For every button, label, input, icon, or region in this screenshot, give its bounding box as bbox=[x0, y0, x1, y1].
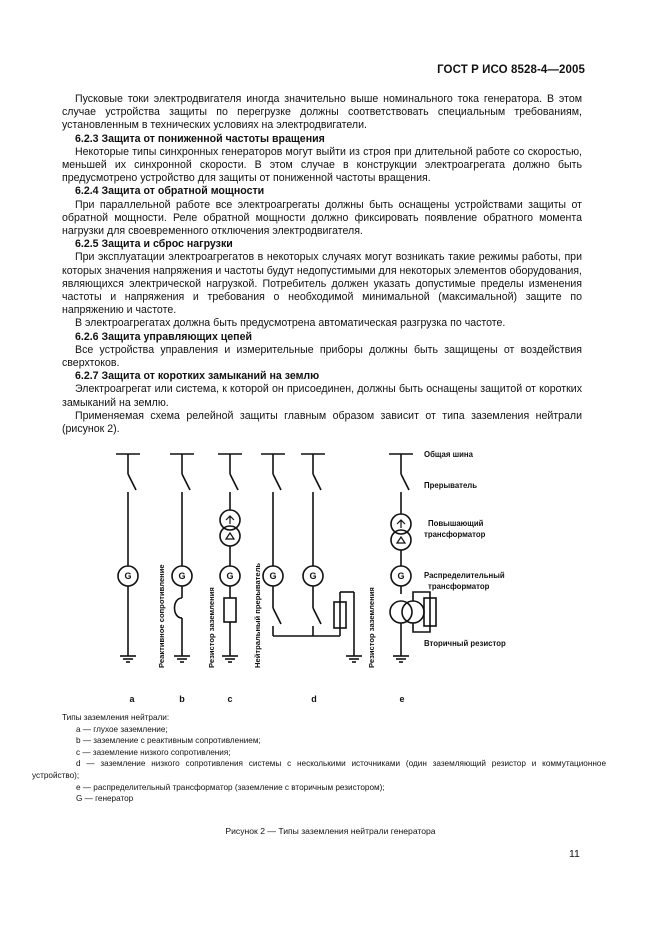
paragraph: При параллельной работе все электроагрегаты должны быть оснащены устройствами защиты от обратной мощности. Реле обратной мощности должно фиксировать появление обратного момента нагрузки для своевременного отключения электродвигателя. bbox=[62, 198, 582, 238]
label-reactance: Реактивное сопротивление bbox=[157, 564, 166, 668]
paragraph: В электроагрегатах должна быть предусмотрена автоматическая разгрузка по частоте. bbox=[75, 317, 506, 330]
ground-icon bbox=[222, 656, 238, 662]
label-secondary-resistor: Вторичный резистор bbox=[424, 639, 506, 648]
generator-symbol: G bbox=[397, 571, 405, 581]
generator-labels bbox=[124, 571, 404, 581]
column-b-reactance-grounding bbox=[172, 454, 192, 662]
body-text bbox=[62, 93, 582, 436]
column-letter: e bbox=[399, 694, 405, 704]
paragraph: Электроагрегат или система, к которой он присоединен, должны быть оснащены защитой от коротких замыканий на землю. bbox=[62, 383, 582, 409]
legend-item: a — глухое заземление; bbox=[76, 724, 168, 734]
label-resistor-d: Резистор заземления bbox=[367, 587, 376, 668]
ground-icon bbox=[174, 656, 190, 662]
transformer-secondary-icon bbox=[402, 601, 424, 623]
legend-item: G — генератор bbox=[76, 794, 134, 804]
paragraph: Применяемая схема релейной защиты главным образом зависит от типа заземления нейтрали (рисунок 2). bbox=[62, 409, 582, 436]
vertical-labels bbox=[157, 563, 376, 668]
legend-item: b — заземление с реактивным сопротивлением; bbox=[76, 736, 261, 746]
paragraph: Все устройства управления и измерительные приборы должны быть защищены от воздействия сверхтоков. bbox=[62, 343, 582, 370]
column-a-solid-grounding bbox=[118, 454, 138, 662]
column-letter: b bbox=[179, 694, 185, 704]
section-heading: 6.2.7 Защита от коротких замыканий на землю bbox=[75, 370, 320, 383]
label-dist-1: Распределительный bbox=[424, 571, 505, 580]
paragraph: Пусковые токи электродвигателя иногда значительно выше номинального тока генератора. В этом случае устройства защиты по перегрузке должны соответствовать специальным требованиям, установленным в технических условиях на электродвигатели. bbox=[62, 93, 582, 132]
resistor-icon bbox=[224, 598, 236, 622]
reactor-icon bbox=[175, 598, 183, 618]
label-dist-2: трансформатор bbox=[428, 582, 490, 591]
transformer-primary-icon bbox=[390, 601, 412, 623]
generator-symbol: G bbox=[124, 571, 132, 581]
figure-caption: Рисунок 2 — Типы заземления нейтрали генератора bbox=[225, 826, 436, 836]
column-d-multi-source-grounding bbox=[263, 454, 362, 662]
paragraph: Некоторые типы синхронных генераторов могут выйти из строя при длительной работе со скоростью, меньшей их синхронной скорости. В этом случае в конструкции электроагрегата должно быть предусмотрено устройство для защиты от пониженной частоты вращения. bbox=[62, 145, 582, 185]
ground-icon bbox=[120, 656, 136, 662]
generator-symbol: G bbox=[309, 571, 317, 581]
page-number: 11 bbox=[569, 848, 580, 860]
label-resistor-c: Резистор заземления bbox=[207, 587, 216, 668]
generator-symbol: G bbox=[178, 571, 186, 581]
legend-item: c — заземление низкого сопротивления; bbox=[76, 747, 231, 757]
ground-icon bbox=[346, 656, 362, 662]
grounding-scheme-figure bbox=[0, 440, 661, 710]
section-heading: 6.2.3 Защита от пониженной частоты вращения bbox=[75, 132, 325, 145]
label-stepup-2: трансформатор bbox=[424, 530, 486, 539]
ground-icon bbox=[393, 656, 409, 662]
legend-item: e — распределительный трансформатор (заземление с вторичным резистором); bbox=[76, 782, 385, 792]
section-heading: 6.2.4 Защита от обратной мощности bbox=[75, 185, 265, 198]
winding-glyphs bbox=[226, 516, 405, 543]
column-letter: c bbox=[227, 694, 233, 704]
generator-symbol: G bbox=[226, 571, 234, 581]
document-header: ГОСТ Р ИСО 8528-4—2005 bbox=[437, 64, 585, 76]
column-letter: a bbox=[129, 694, 135, 704]
generator-symbol: G bbox=[269, 571, 277, 581]
label-neutral-breaker: Нейтральный прерыватель bbox=[253, 562, 262, 668]
legend-title: Типы заземления нейтрали: bbox=[62, 713, 170, 722]
column-letter: d bbox=[311, 694, 317, 704]
column-c-resistor-grounding bbox=[220, 454, 240, 662]
column-letters bbox=[129, 694, 404, 704]
legend-item: d — заземление низкого сопротивления системы с несколькими источниками (один заземляющий резистор и коммутационное устройство); bbox=[32, 759, 606, 780]
paragraph: При эксплуатации электроагрегатов в некоторых случаях могут возникать такие режимы работы, при которых значения напряжения и частоты будут недопустимыми для некоторых элементов оборудования, являющихся электрической нагрузкой. Потребитель должен указать допустимые пределы изменения частоты и напряжения и требования о необходимой минимальной (максимальной) защите по напряжению и частоте. bbox=[62, 251, 582, 317]
label-stepup-1: Повышающий bbox=[428, 519, 484, 528]
figure-legend bbox=[32, 712, 606, 805]
section-heading: 6.2.5 Защита и сброс нагрузки bbox=[75, 238, 233, 251]
label-breaker: Прерыватель bbox=[424, 481, 478, 490]
label-bus: Общая шина bbox=[424, 450, 473, 459]
section-heading: 6.2.6 Защита управляющих цепей bbox=[75, 330, 252, 343]
